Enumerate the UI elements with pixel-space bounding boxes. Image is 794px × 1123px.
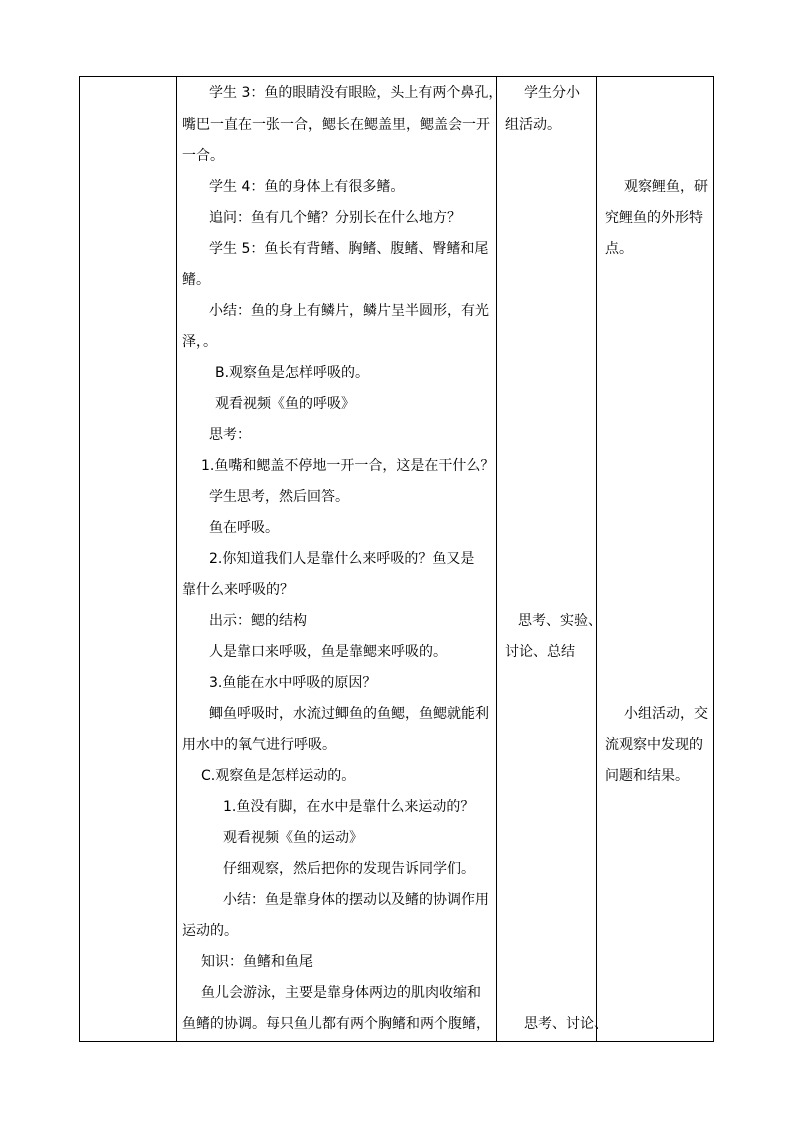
text-line: 学生思考，然后回答。: [209, 489, 349, 505]
text-line: 2.你知道我们人是靠什么来呼吸的？鱼又是: [209, 551, 475, 567]
student-activity-column: [497, 77, 608, 1041]
text-line: 一合。: [182, 148, 224, 164]
text-line: 学生 4：鱼的身体上有很多鳍。: [209, 179, 405, 195]
text-line: 究鲤鱼的外形特: [605, 210, 703, 226]
text-line: B.观察鱼是怎样呼吸的。: [215, 365, 370, 381]
lesson-plan-table: [79, 76, 714, 1042]
text-line: 鱼在呼吸。: [209, 520, 279, 536]
text-line: 用水中的氧气进行呼吸。: [182, 737, 336, 753]
text-line: 泽，。: [182, 334, 217, 350]
text-line: C.观察鱼是怎样运动的。: [201, 768, 356, 784]
text-line: 观察鲤鱼，研: [624, 179, 708, 195]
text-line: 观看视频《鱼的运动》: [223, 830, 363, 846]
blank-column: [80, 77, 176, 1041]
text-line: 鳍。: [182, 272, 210, 288]
text-line: 讨论、总结: [505, 644, 575, 660]
text-line: 鱼鳍的协调。每只鱼儿都有两个胸鳍和两个腹鳍，: [182, 1016, 490, 1032]
text-line: 出示：鳃的结构: [209, 613, 307, 629]
teacher-activity-column: [177, 77, 503, 1041]
text-line: 鲫鱼呼吸时，水流过鲫鱼的鱼鳃，鱼鳃就能利: [209, 706, 489, 722]
text-line: 1.鱼嘴和鳃盖不停地一开一合，这是在干什么？: [201, 458, 495, 474]
text-line: 追问：鱼有几个鳍？分别长在什么地方？: [209, 210, 461, 226]
text-line: 学生 5：鱼长有背鳍、胸鳍、腹鳍、臀鳍和尾: [209, 241, 489, 257]
text-line: 学生分小: [524, 85, 580, 101]
text-line: 靠什么来呼吸的？: [182, 582, 294, 598]
design-intent-column: [597, 77, 713, 1041]
text-line: 点。: [605, 241, 633, 257]
text-line: 仔细观察，然后把你的发现告诉同学们。: [223, 861, 475, 877]
text-line: 问题和结果。: [605, 768, 689, 784]
text-line: 思考、讨论、: [524, 1016, 608, 1032]
text-line: 鱼儿会游泳，主要是靠身体两边的肌肉收缩和: [201, 985, 481, 1001]
text-line: 小结：鱼是靠身体的摆动以及鳍的协调作用: [223, 892, 489, 908]
text-line: 小组活动，交: [624, 706, 708, 722]
text-line: 运动的。: [182, 923, 238, 939]
text-line: 知识：鱼鳍和鱼尾: [201, 954, 313, 970]
text-line: 3.鱼能在水中呼吸的原因？: [209, 675, 377, 691]
text-line: 观看视频《鱼的呼吸》: [215, 396, 355, 412]
text-line: 思考：: [209, 427, 251, 443]
text-line: 嘴巴一直在一张一合，鳃长在鳃盖里，鳃盖会一开: [182, 117, 490, 133]
text-line: 1.鱼没有脚，在水中是靠什么来运动的？: [223, 799, 475, 815]
text-line: 小结：鱼的身上有鳞片，鳞片呈半圆形，有光: [209, 303, 489, 319]
text-line: 组活动。: [505, 117, 561, 133]
text-line: 流观察中发现的: [605, 737, 703, 753]
text-line: 人是靠口来呼吸，鱼是靠鳃来呼吸的。: [209, 644, 447, 660]
text-line: 学生 3：鱼的眼睛没有眼睑，头上有两个鼻孔，: [209, 85, 503, 101]
text-line: 思考、实验、: [518, 613, 602, 629]
